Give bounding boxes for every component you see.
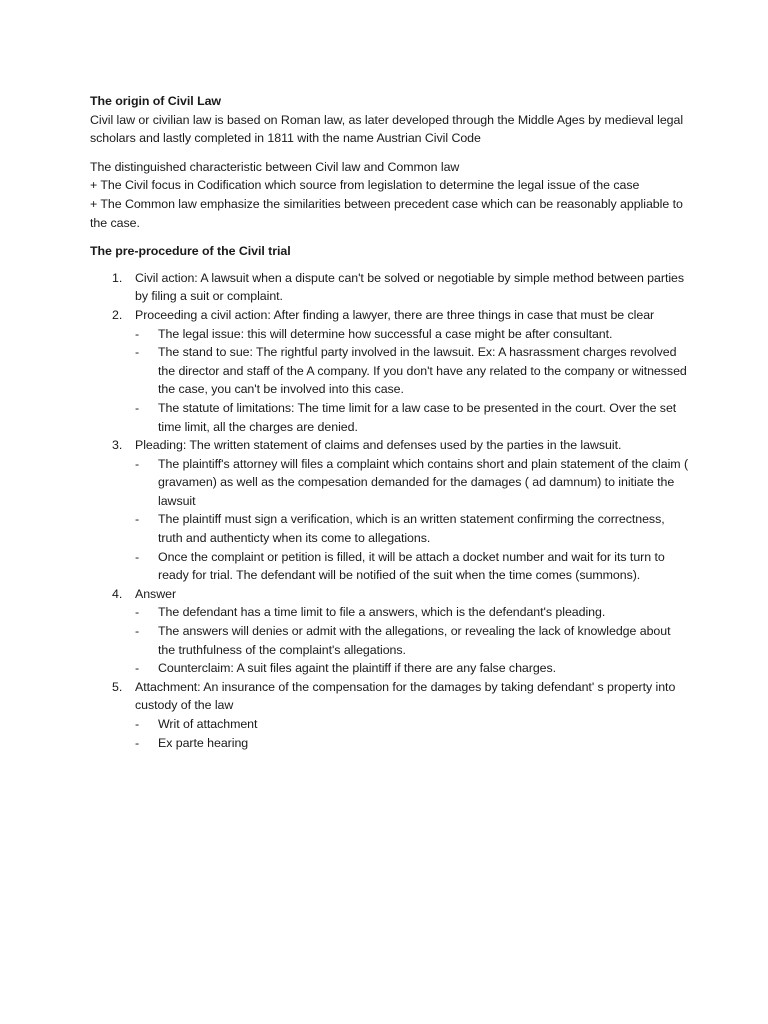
list-number: 3. [112,438,123,453]
sub-list-item [135,455,690,511]
characteristic-intro: The distinguished characteristic between Civil law and Common law [90,159,460,174]
document-page [90,92,690,752]
list-number: 1. [112,270,123,285]
sub-list-item [135,659,690,678]
sub-list-item [135,734,690,753]
list-item-text: Proceeding a civil action: After finding a lawyer, there are three things in case that must be clear [135,307,655,322]
characteristic-point: + The Common law emphasize the similarities between precedent case which can be reasonably appliable to the case. [90,196,683,230]
sub-item-text: The defendant has a time limit to file a answers, which is the defendant's pleading. [158,605,606,620]
sub-item-text: Once the complaint or petition is filled, it will be attach a docket number and wait for its turn to ready for trial. The defendant will be notified of the suit when the time comes (summons). [158,549,665,583]
dash-bullet: - [135,400,140,415]
list-item [90,436,690,585]
sub-list-item [135,548,690,585]
dash-bullet: - [135,661,140,676]
list-item [90,269,690,306]
sub-list [135,715,690,752]
origin-text: Civil law or civilian law is based on Roman law, as later developed through the Middle Ages by medieval legal scholars and lastly completed in 1811 with the name Austrian Civil Code [90,112,684,146]
characteristic-point: + The Civil focus in Codification which source from legislation to determine the legal issue of the case [90,178,640,193]
sub-list [135,455,690,585]
list-item [90,585,690,678]
list-item [90,306,690,436]
sub-item-text: The statute of limitations: The time limit for a law case to be presented in the court. Over the set time limit, all the charges are denied. [158,400,677,434]
dash-bullet: - [135,735,140,750]
procedure-heading: The pre-procedure of the Civil trial [90,244,291,259]
dash-bullet: - [135,456,140,471]
sub-list-item [135,343,690,399]
sub-item-text: Writ of attachment [158,717,258,731]
sub-item-text: Ex parte hearing [158,735,249,750]
procedure-list [90,269,690,752]
list-item [90,678,690,752]
sub-list-item [135,622,690,659]
list-item-text: Pleading: The written statement of claims and defenses used by the parties in the lawsuit. [135,438,622,453]
sub-list [135,603,690,677]
dash-bullet: - [135,717,140,731]
origin-heading: The origin of Civil Law [90,94,222,108]
sub-item-text: The legal issue: this will determine how successful a case might be after consultant. [158,326,613,341]
dash-bullet: - [135,605,140,620]
origin-section [90,92,690,148]
dash-bullet: - [135,624,140,639]
list-item-text: Attachment: An insurance of the compensation for the damages by taking defendant' s property into custody of the law [135,679,676,713]
sub-list-item [135,510,690,547]
dash-bullet: - [135,345,140,360]
sub-item-text: The stand to sue: The rightful party involved in the lawsuit. Ex: A hasrassment charges revolved the director and staff of the A company. If you don't have any related to the company or witnessed the case, you can't be involved into this case. [158,345,687,397]
list-number: 5. [112,679,123,694]
sub-list-item [135,715,690,734]
characteristic-section [90,158,690,232]
sub-list-item [135,603,690,622]
sub-item-text: The answers will denies or admit with the allegations, or revealing the lack of knowledge about the truthfulness of the complaint's allegations. [158,624,671,657]
sub-list-item [135,325,690,344]
sub-item-text: The plaintiff's attorney will files a complaint which contains short and plain statement of the claim ( gravamen) as well as the compesation demanded for the damages ( ad damnum) to initiate the lawsuit [158,456,689,508]
sub-item-text: Counterclaim: A suit files againt the plaintiff if there are any false charges. [158,661,557,676]
procedure-heading-block [90,242,690,261]
list-number: 4. [112,586,123,601]
list-number: 2. [112,307,123,322]
dash-bullet: - [135,549,140,564]
dash-bullet: - [135,512,140,527]
list-item-text: Civil action: A lawsuit when a dispute can't be solved or negotiable by simple method between parties by filing a suit or complaint. [135,270,685,304]
dash-bullet: - [135,326,140,341]
sub-list-item [135,399,690,436]
sub-list [135,325,690,437]
sub-item-text: The plaintiff must sign a verification, which is an written statement confirming the correctness, truth and authenticty when its come to allegations. [158,512,665,546]
list-item-text: Answer [135,586,177,601]
